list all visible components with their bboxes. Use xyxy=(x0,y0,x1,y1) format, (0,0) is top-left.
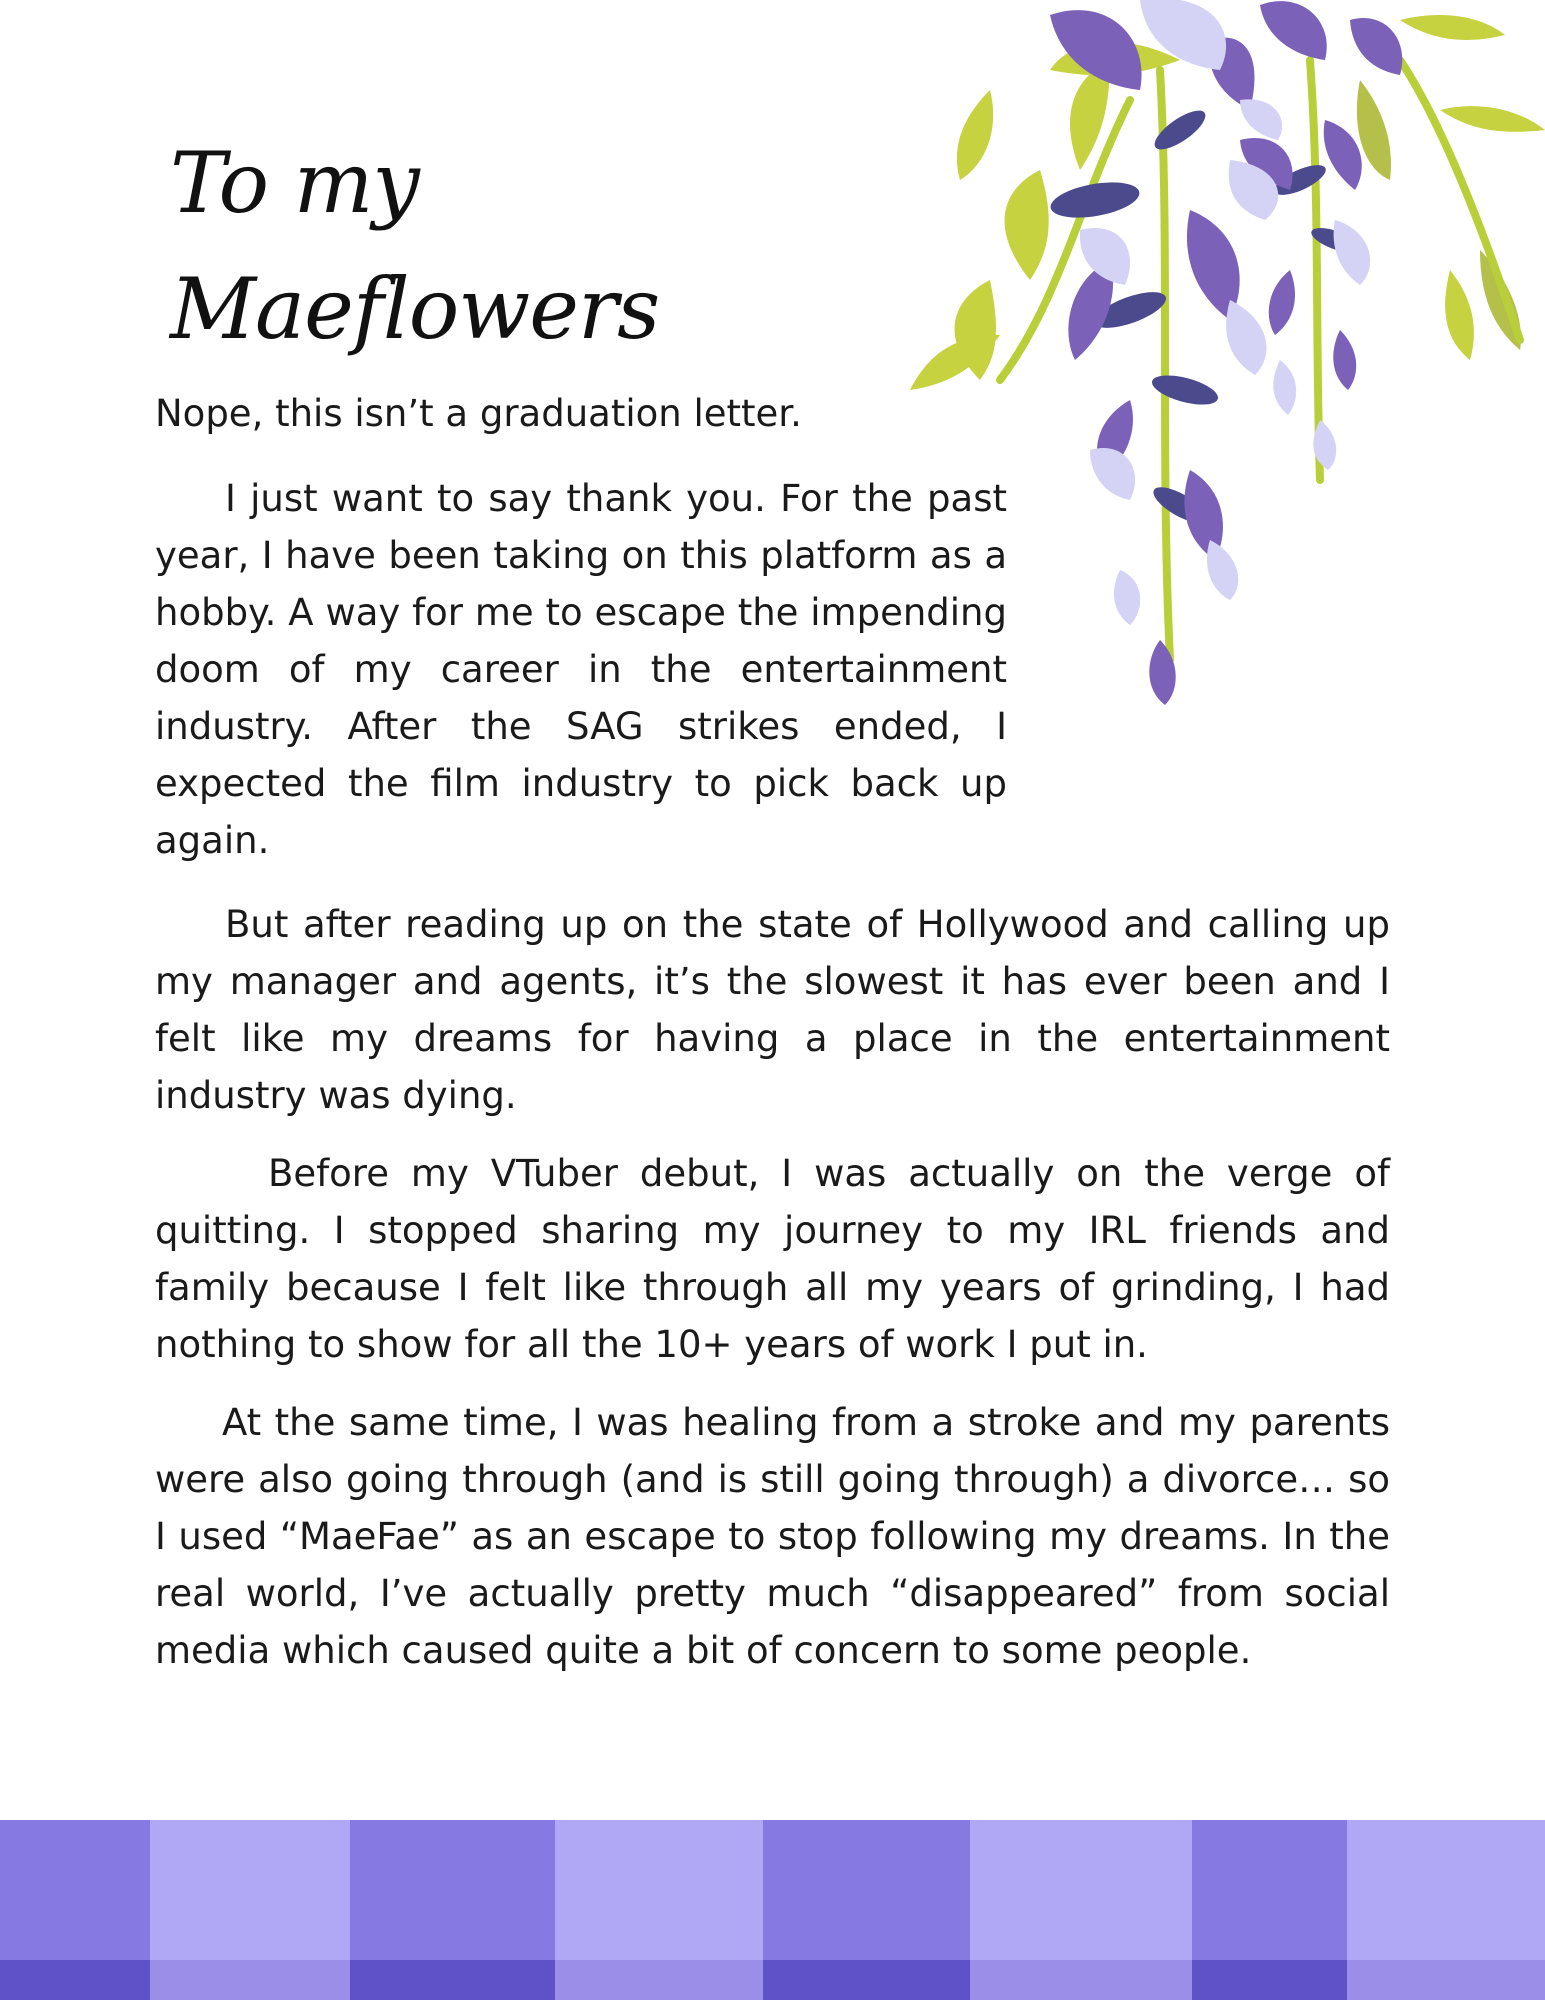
letter-paragraph-3: But after reading up on the state of Hollywood and calling up my manager and agents, it’s the slowest it has ever been and I felt like my dreams for having a place in the entertainment industry was dying. xyxy=(155,903,1390,1117)
leaf xyxy=(1440,106,1545,132)
letter-title xyxy=(170,120,659,372)
leaf xyxy=(1445,270,1474,360)
letter-paragraph-4: Before my VTuber debut, I was actually on the verge of quitting. I stopped sharing my journey to my IRL friends and family because I felt like through all my years of grinding, I had nothing to show for all the 10+ years of work I put in. xyxy=(155,1152,1390,1366)
leaf xyxy=(1400,15,1505,40)
title-line-1: To my xyxy=(170,134,419,232)
letter-paragraph-1: Nope, this isn’t a graduation letter. xyxy=(155,392,802,435)
letter-paragraph-5: At the same time, I was healing from a stroke and my parents were also going through (and is still going through) a divorce… so I used “MaeFae” as an escape to stop following my dreams. In the real world, I’ve actually pretty much “disappeared” from social media which caused quite a bit of concern to some people. xyxy=(155,1401,1390,1672)
letter-paragraph-2: I just want to say thank you. For the past year, I have been taking on this platform as a hobby. A way for me to escape the impending doom of my career in the entertainment industry. After the SAG strikes ended, I expected the film industry to pick back up again. xyxy=(155,477,1007,862)
leaf xyxy=(1357,80,1391,180)
leaf xyxy=(957,90,993,180)
checkered-footer-band xyxy=(0,1820,1545,2000)
title-line-2: Maeflowers xyxy=(170,260,660,358)
leaf xyxy=(1005,170,1049,280)
